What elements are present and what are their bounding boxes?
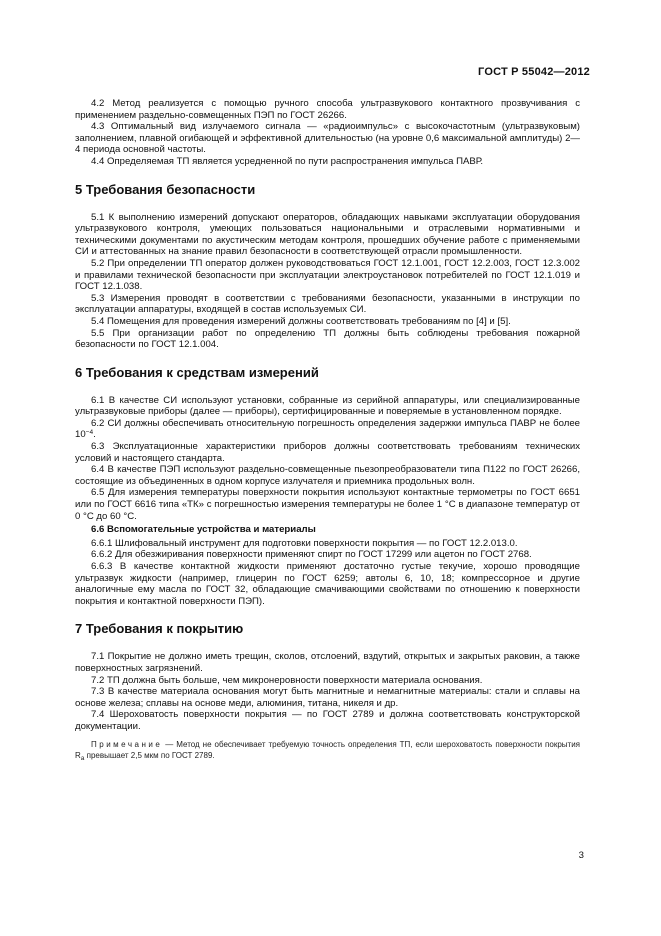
- paragraph-6-2-text: 6.2 СИ должны обеспечивать относительную погрешность определения задержки импульса ПАВР не более 10: [75, 417, 580, 441]
- note-label: Примечание: [91, 739, 163, 749]
- paragraph-6-2-exponent: −4: [85, 429, 94, 437]
- paragraph-6-1: 6.1 В качестве СИ используют установки, собранные из серийной аппаратуры, или специализированные ультразвуковые приборы (далее — приборы), сертифицированные и поверяемые в установленном порядке.: [75, 394, 580, 418]
- paragraph-5-3: 5.3 Измерения проводят в соответствии с требованиями безопасности, указанными в инструкции по эксплуатации аппаратуры, входящей в состав используемых СИ.: [75, 292, 580, 316]
- note-text: — Метод не обеспечивает требуемую точность определения ТП, если шероховатость поверхности покрытия R: [75, 739, 580, 760]
- section-7-heading: 7 Требования к покрытию: [75, 621, 244, 637]
- paragraph-7-3: 7.3 В качестве материала основания могут быть магнитные и немагнитные материалы: стали и сплавы на основе железа; сплавы на основе меди, алюминия, титана, никеля и др.: [75, 686, 580, 709]
- page-number: 3: [578, 850, 584, 861]
- paragraph-6-2: [75, 418, 580, 441]
- paragraph-4-2: 4.2 Метод реализуется с помощью ручного способа ультразвукового контактного прозвучивания с применением раздельно-совмещенных ПЭП по ГОСТ 26266.: [75, 98, 580, 121]
- paragraph-6-2-end: .: [93, 429, 96, 441]
- paragraph-5-4: 5.4 Помещения для проведения измерений должны соответствовать требованиям по [4] и [5].: [91, 315, 511, 327]
- paragraph-5-2: 5.2 При определении ТП оператор должен руководствоваться ГОСТ 12.1.001, ГОСТ 12.2.003, ГОСТ 12.3.002 и правилами технической безопасности при эксплуатации электроустановок потребителей по ГОСТ 12.1.019 и ГОСТ 12.1.038.: [75, 257, 580, 293]
- paragraph-6-5: 6.5 Для измерения температуры поверхности покрытия используют контактные термометры по ГОСТ 6651 или по ГОСТ 6616 типа «ТК» с погрешностью измерения температуры не более 1 °С в диапазоне температур от 0 °С до 60 °С.: [75, 487, 580, 522]
- note-end: превышает 2,5 мкм по ГОСТ 2789.: [84, 750, 215, 760]
- paragraph-6-6-2: 6.6.2 Для обезжиривания поверхности применяют спирт по ГОСТ 17299 или ацетон по ГОСТ 2768.: [91, 549, 532, 561]
- paragraph-5-5: 5.5 При организации работ по определению ТП должны быть соблюдены требования пожарной безопасности по ГОСТ 12.1.004.: [75, 327, 580, 351]
- paragraph-4-4: 4.4 Определяемая ТП является усредненной по пути распространения импульса ПАВР.: [91, 155, 484, 167]
- section-5-heading: 5 Требования безопасности: [75, 181, 256, 197]
- document-code-header: ГОСТ Р 55042—2012: [478, 66, 590, 78]
- paragraph-6-6-1: 6.6.1 Шлифовальный инструмент для подготовки поверхности покрытия — по ГОСТ 12.2.013.0.: [91, 537, 518, 549]
- paragraph-6-3: 6.3 Эксплуатационные характеристики приборов должны соответствовать требованиям технических условий и настоящего стандарта.: [75, 441, 580, 464]
- paragraph-4-3: 4.3 Оптимальный вид излучаемого сигнала — «радиоимпульс» с высокочастотным (ультразвуковым) заполнением, плавной огибающей и эффективной длительностью (на уровне 0,6 максимальной амплитуды) 2—4 периода основной частоты.: [75, 121, 580, 156]
- page-content: [75, 98, 580, 761]
- note-subscript: a: [80, 754, 85, 762]
- note: [75, 739, 580, 761]
- paragraph-5-1: 5.1 К выполнению измерений допускают операторов, обладающих навыками эксплуатации оборудования ультразвукового контроля, умеющих пользоваться национальными и отраслевыми нормативными и техническими документами по акустическим методам контроля, прошедших обучение работе с применяемыми СИ и аттестованных на знание правил безопасности в соответствующей отрасли промышленности.: [75, 211, 580, 258]
- paragraph-6-6-3: 6.6.3 В качестве контактной жидкости применяют достаточно густые текучие, хорошо проводящие ультразвук жидкости (например, глицерин по ГОСТ 6259; автолы 6, 10, 18; компрессорное и другие аналогичные ему масла по ГОСТ 32, обладающие смачивающими свойствами по отношению к поверхности покрытия и контактной поверхности ПЭП).: [75, 561, 580, 607]
- subsection-6-6-heading: 6.6 Вспомогательные устройства и материалы: [91, 524, 316, 536]
- paragraph-7-1: 7.1 Покрытие не должно иметь трещин, сколов, отслоений, вздутий, открытых и закрытых раковин, а также поверхностных загрязнений.: [75, 651, 580, 674]
- section-6-heading: 6 Требования к средствам измерений: [75, 364, 319, 380]
- paragraph-6-4: 6.4 В качестве ПЭП используют раздельно-совмещенные пьезопреобразователи типа П122 по ГОСТ 26266, состоящие из объединенных в одном корпусе излучателя и приемника продольных волн.: [75, 464, 580, 487]
- paragraph-7-4: 7.4 Шероховатость поверхности покрытия — по ГОСТ 2789 и должна соответствовать конструкторской документации.: [75, 709, 580, 732]
- paragraph-7-2: 7.2 ТП должна быть больше, чем микронеровности поверхности материала основания.: [91, 674, 483, 686]
